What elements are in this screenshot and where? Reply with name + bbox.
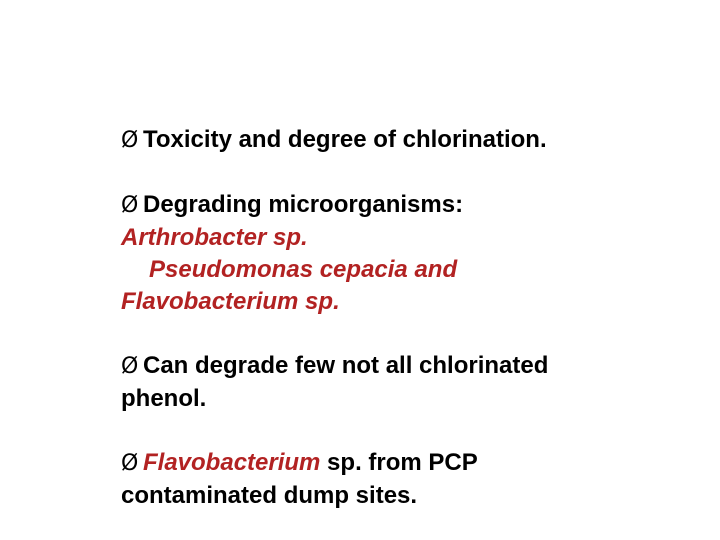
bullet-flavobacterium-pcp [121,447,681,480]
bullet-degrade-few [121,350,681,383]
bullet-flavobacterium-rest: sp. from PCP [320,449,478,476]
arrow-bullet-icon: Ø [121,451,139,476]
arrow-bullet-icon: Ø [121,193,139,218]
arrow-bullet-icon: Ø [121,354,139,379]
bullet-degrade-few-continuation: phenol. [121,385,207,412]
bullet-degrading [121,189,681,222]
arrow-bullet-icon: Ø [121,128,139,153]
flavobacterium-italic: Flavobacterium [143,449,321,476]
bullet-degrading-text: Degrading microorganisms: [143,191,464,218]
bullet-degrade-few-text: Can degrade few not all chlorinated [143,352,549,379]
spacer [121,415,681,447]
content-text-block [121,124,681,512]
bullet-flavobacterium-continuation: contaminated dump sites. [121,482,418,509]
organism-flavobacterium: Flavobacterium sp. [121,288,340,315]
spacer [121,157,681,189]
organism-pseudomonas: Pseudomonas cepacia and [149,256,458,283]
organism-arthrobacter: Arthrobacter sp. [121,224,308,251]
spacer [121,318,681,350]
bullet-toxicity [121,124,681,157]
organism-pseudomonas-line [121,254,681,286]
bullet-toxicity-text: Toxicity and degree of chlorination. [143,126,547,153]
